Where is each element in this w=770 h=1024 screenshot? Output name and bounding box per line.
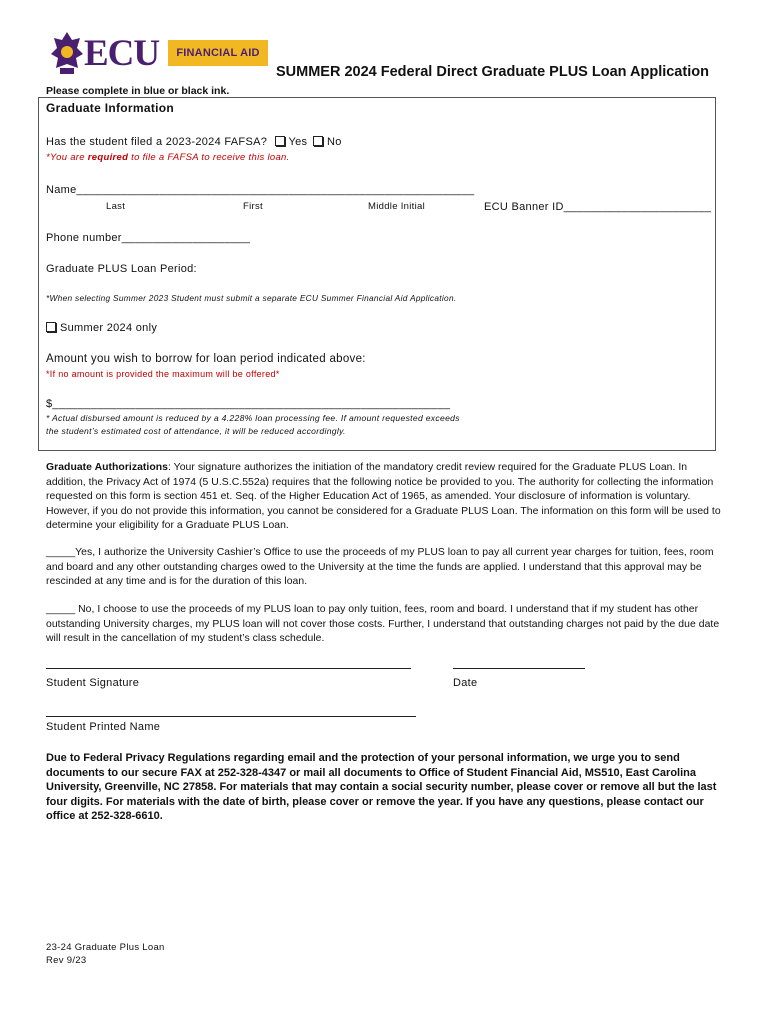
fafsa-note-prefix: *You are [46, 152, 88, 163]
fafsa-note-suffix: to file a FAFSA to receive this loan. [128, 152, 290, 163]
banner-id-field[interactable]: ECU Banner ID_______________________ [484, 201, 712, 213]
authorizations-text: : Your signature authorizes the initiation of the mandatory credit review required for the Graduate PLUS Loan. In addition, the Privacy Act of 1974 (5 U.S.C.552a) requires that the following notice be provided to you. The authority for collecting the information requested on this form is section 451 et. Seq. of the Higher Education Act of 1965, as amended. Your disclosure of information is voluntary. However, if you do not provide this information, you cannot be considered for a Graduate PLUS Loan. The information on this form will be used to determine your eligibility for a Graduate PLUS Loan. [46, 462, 721, 531]
fafsa-required-note [46, 152, 290, 163]
fafsa-no-checkbox[interactable] [313, 136, 323, 146]
fee-note-line-2: the student’s estimated cost of attendance, it will be reduced accordingly. [46, 426, 346, 436]
name-middle-caption: Middle Initial [368, 201, 426, 212]
page-title: SUMMER 2024 Federal Direct Graduate PLUS Loan Application [276, 64, 709, 80]
authorization-no-option[interactable]: _____ No, I choose to use the proceeds of my PLUS loan to pay only tuition, fees, room and board. I understand that if my student has other outstanding University charges, my PLUS loan will not cover those costs. Further, I understand that outstanding charges not paid by the due date will result in the cancellation of my student’s class schedule. [46, 604, 720, 644]
fafsa-note-emphasis: required [87, 152, 129, 163]
ink-instruction: Please complete in blue or black ink. [46, 85, 230, 97]
student-signature-label: Student Signature [46, 677, 140, 689]
fafsa-yes-label: Yes [288, 136, 308, 148]
amount-field[interactable]: $______________________________________________________________ [46, 398, 451, 410]
loan-period-note: *When selecting Summer 2023 Student must submit a separate ECU Summer Financial Aid Application. [46, 293, 457, 303]
authorization-yes-option[interactable]: _____Yes, I authorize the University Cashier’s Office to use the proceeds of my PLUS loan to pay all current year charges for tuition, fees, room and board and any other outstanding charges owed to the University at the time the funds are applied. I understand that this approval may be rescinded at any time and is for the duration of this loan. [46, 547, 714, 587]
ecu-pirate-emblem-icon [50, 30, 84, 76]
amount-note: *If no amount is provided the maximum will be offered* [46, 369, 280, 379]
logo-ecu-text: ECU [84, 33, 160, 74]
summer-2024-checkbox[interactable] [46, 322, 56, 332]
phone-number-field[interactable]: Phone number____________________ [46, 232, 251, 244]
fee-note-line-1: * Actual disbursed amount is reduced by a 4.228% loan processing fee. If amount requested exceeds [46, 413, 460, 423]
authorizations-heading: Graduate Authorizations [46, 462, 168, 473]
name-field[interactable]: Name______________________________________________________________ [46, 184, 475, 196]
fafsa-question [46, 136, 307, 148]
date-label: Date [453, 677, 478, 689]
student-signature-line[interactable] [46, 668, 411, 669]
loan-period-label: Graduate PLUS Loan Period: [46, 263, 197, 275]
name-last-caption: Last [106, 201, 126, 212]
date-line[interactable] [453, 668, 585, 669]
logo-badge-text: FINANCIAL AID [176, 47, 260, 59]
fafsa-question-text: Has the student filed a 2023-2024 FAFSA? [46, 136, 268, 148]
footer-form-name: 23-24 Graduate Plus Loan [46, 942, 165, 953]
fafsa-no-option [313, 136, 342, 148]
student-printed-name-line[interactable] [46, 716, 416, 717]
fafsa-yes-checkbox[interactable] [275, 136, 285, 146]
section-heading-graduate-information: Graduate Information [46, 101, 175, 115]
fafsa-no-label: No [327, 136, 342, 148]
name-first-caption: First [243, 201, 263, 212]
summer-option-label: Summer 2024 only [60, 322, 158, 334]
summer-option [46, 322, 157, 334]
student-printed-name-label: Student Printed Name [46, 721, 161, 733]
amount-label: Amount you wish to borrow for loan period indicated above: [46, 353, 366, 365]
ecu-financial-aid-logo [48, 30, 270, 78]
authorizations-paragraph [46, 461, 726, 534]
privacy-notice: Due to Federal Privacy Regulations regarding email and the protection of your personal information, we urge you to send documents to our secure FAX at 252-328-4347 or mail all documents to Office of Student Financial Aid, MS510, East Carolina University, Greenville, NC 27858. For materials that may contain a social security number, please cover or remove all but the last four digits. For materials with the date of birth, please cover or remove the year. If you have any questions, please contact our office at 252-328-6610. [46, 752, 717, 822]
footer-revision: Rev 9/23 [46, 955, 87, 966]
